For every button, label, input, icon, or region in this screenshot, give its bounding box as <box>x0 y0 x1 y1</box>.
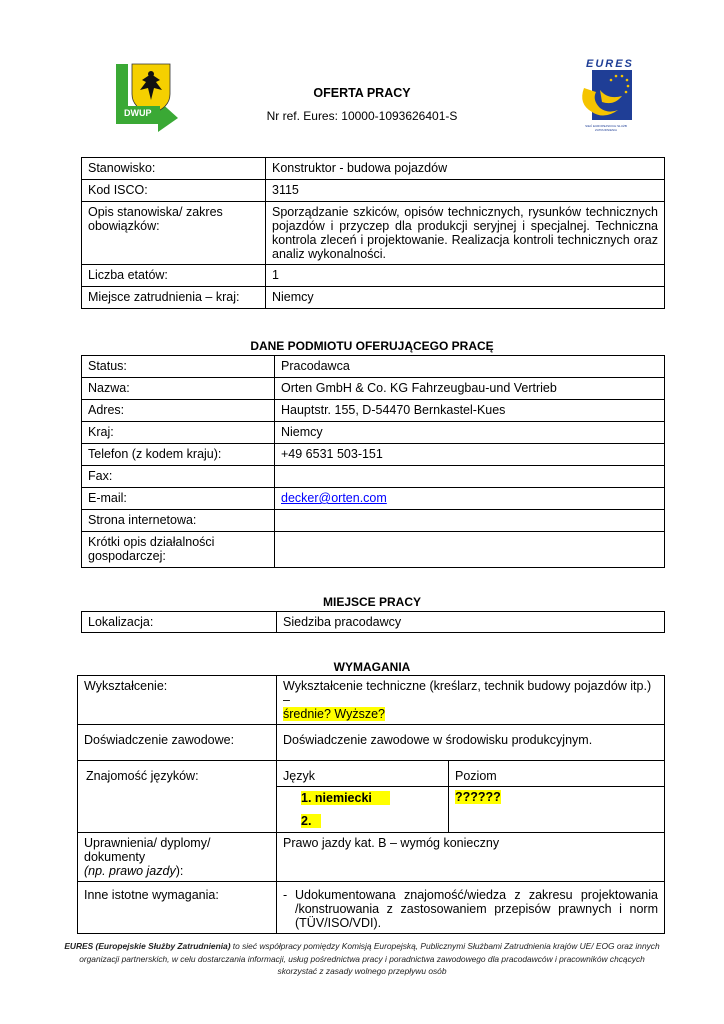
country-label: Miejsce zatrudnienia – kraj: <box>82 287 266 309</box>
table-row <box>82 378 665 400</box>
other-requirements-value <box>277 882 665 934</box>
requirements-heading: WYMAGANIA <box>333 660 411 674</box>
name-label: Nazwa: <box>82 378 275 400</box>
footer-bold: EURES (Europejskie Służby Zatrudnienia) <box>64 941 231 951</box>
education-label: Wykształcenie: <box>78 676 277 725</box>
country-value: Niemcy <box>266 287 665 309</box>
table-row <box>82 532 665 568</box>
language-list <box>277 787 449 833</box>
table-row <box>82 287 665 309</box>
business-description-value <box>275 532 665 568</box>
education-value <box>277 676 665 725</box>
table-row <box>82 400 665 422</box>
table-row <box>82 422 665 444</box>
fax-value <box>275 466 665 488</box>
offer-title: OFERTA PRACY <box>313 86 411 100</box>
workplace-heading: MIEJSCE PRACY <box>322 595 422 609</box>
description-label: Opis stanowiska/ zakres obowiązków: <box>82 202 266 265</box>
table-row <box>82 612 665 633</box>
experience-label: Doświadczenie zawodowe: <box>78 725 277 761</box>
table-row <box>78 833 665 882</box>
table-row <box>78 676 665 725</box>
reference-number: Nr ref. Eures: 10000-1093626401-S <box>266 109 458 123</box>
workplace-table <box>81 611 665 633</box>
employer-heading: DANE PODMIOTU OFERUJĄCEGO PRACĘ <box>250 339 494 353</box>
business-description-label: Krótki opis działalności gospodarczej: <box>82 532 275 568</box>
positions-count-value: 1 <box>266 265 665 287</box>
permits-label-end: ): <box>175 864 184 878</box>
permits-label <box>78 833 277 882</box>
education-highlight: średnie? Wyższe? <box>283 707 386 721</box>
table-row <box>78 761 665 787</box>
table-row <box>82 356 665 378</box>
permits-label-example: (np. prawo jazdy <box>84 864 176 878</box>
table-row <box>82 488 665 510</box>
language-1: 1. niemiecki <box>301 791 390 805</box>
table-row <box>82 510 665 532</box>
requirements-table <box>77 675 665 934</box>
positions-count-label: Liczba etatów: <box>82 265 266 287</box>
eures-logo-subtext: SIEĆ EUROPEJSKICH SŁUŻB ZATRUDNIENIA <box>585 124 627 132</box>
location-value: Siedziba pracodawcy <box>277 612 665 633</box>
phone-label: Telefon (z kodem kraju): <box>82 444 275 466</box>
bullet-dash: - <box>283 888 288 902</box>
job-position-value: Konstruktor - budowa pojazdów <box>266 158 665 180</box>
language-2: 2. <box>301 814 321 828</box>
dwup-logo-graphic <box>112 60 184 132</box>
level-1: ?????? <box>455 790 501 804</box>
languages-label <box>78 761 277 833</box>
table-row <box>82 444 665 466</box>
permits-label-line1: Uprawnienia/ dyplomy/ dokumenty <box>84 836 211 864</box>
table-row <box>82 466 665 488</box>
employer-country-value: Niemcy <box>275 422 665 444</box>
location-label: Lokalizacja: <box>82 612 277 633</box>
education-text: Wykształcenie techniczne (kreślarz, technik budowy pojazdów itp.) – <box>283 679 652 707</box>
address-label: Adres: <box>82 400 275 422</box>
other-requirements-label: Inne istotne wymagania: <box>78 882 277 934</box>
level-list <box>449 787 665 833</box>
language-column-header: Język <box>277 761 449 787</box>
languages-label-text: Znajomość języków: <box>86 769 199 783</box>
table-row <box>78 882 665 934</box>
employer-country-label: Kraj: <box>82 422 275 444</box>
employer-table <box>81 355 665 568</box>
email-link[interactable]: decker@orten.com <box>281 491 387 505</box>
eures-logo-graphic <box>578 70 634 124</box>
table-row <box>82 158 665 180</box>
dwup-logo <box>112 60 184 132</box>
address-value: Hauptstr. 155, D-54470 Bernkastel-Kues <box>275 400 665 422</box>
eures-logo-text: EURES <box>586 58 634 70</box>
eures-logo <box>578 58 634 136</box>
fax-label: Fax: <box>82 466 275 488</box>
phone-value: +49 6531 503-151 <box>275 444 665 466</box>
job-position-label: Stanowisko: <box>82 158 266 180</box>
website-label: Strona internetowa: <box>82 510 275 532</box>
description-value: Sporządzanie szkiców, opisów technicznych, rysunków technicznych pojazdów i przyczep dla produkcji seryjnej i specjalnej. Techniczna kontrola zleceń i projektowanie. Realizacja kontroli technicznych oraz analiz wykonalności. <box>266 202 665 265</box>
table-row <box>82 180 665 202</box>
other-requirements-text: Udokumentowana znajomość/wiedza z zakresu projektowania /konstruowania z zastosowaniem przepisów prawnych i norm (TÜV/ISO/VDI). <box>295 888 658 930</box>
level-column-header: Poziom <box>449 761 665 787</box>
website-value <box>275 510 665 532</box>
status-value: Pracodawca <box>275 356 665 378</box>
job-table <box>81 157 665 309</box>
isco-value: 3115 <box>266 180 665 202</box>
table-row <box>82 202 665 265</box>
experience-value: Doświadczenie zawodowe w środowisku produkcyjnym. <box>277 725 665 761</box>
footer-text: to sieć współpracy pomiędzy Komisją Europejską, Publicznymi Służbami Zatrudnienia krajów UE/ EOG oraz innych organizacji partnerskich, w celu dostarczania informacji, usług pośrednictwa pracy i poradnictwa zawodowego dla pracodawców i pracowników chcących skorzystać z zasady wolnego przepływu osób <box>79 941 660 976</box>
name-value: Orten GmbH & Co. KG Fahrzeugbau-und Vertrieb <box>275 378 665 400</box>
footer-note <box>60 940 664 978</box>
permits-value: Prawo jazdy kat. B – wymóg konieczny <box>277 833 665 882</box>
dwup-logo-text: DWUP <box>124 108 152 118</box>
email-label: E-mail: <box>82 488 275 510</box>
table-row <box>78 725 665 761</box>
email-value <box>275 488 665 510</box>
status-label: Status: <box>82 356 275 378</box>
isco-label: Kod ISCO: <box>82 180 266 202</box>
table-row <box>82 265 665 287</box>
